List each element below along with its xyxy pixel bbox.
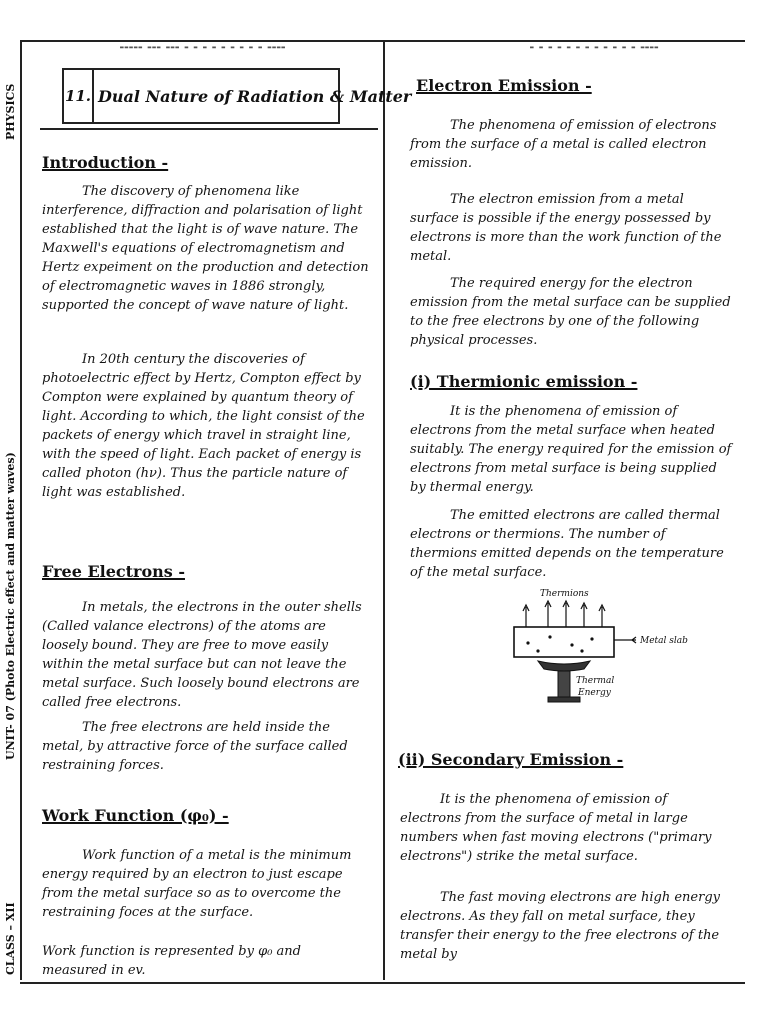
thermionic-paragraph-2: The emitted electrons are called thermal electrons or thermions. The number of thermions emitted depends on the temperature of the metal surface. xyxy=(410,508,724,580)
thermionic-heading: (i) Thermionic emission - xyxy=(410,372,638,391)
electron-emission-heading: Electron Emission - xyxy=(416,76,592,95)
title-underline-rule xyxy=(40,128,378,130)
spine-unit: UNIT- 07 (Photo Electric effect and matter waves) xyxy=(4,452,17,760)
intro-heading: Introduction - xyxy=(42,153,169,172)
free-electrons-heading: Free Electrons - xyxy=(42,562,185,581)
emission-paragraph-2: The electron emission from a metal surface is possible if the energy possessed by electrons is more than the work function of the metal. xyxy=(410,192,722,264)
heater-top xyxy=(538,661,590,671)
heater-base xyxy=(548,697,580,702)
scan-header-strip-right: ▬ ▬ ▬ ▬ ▬ ▬ ▬ ▬ ▬ ▬ ▬ ▬ ▬▬▬▬ xyxy=(530,44,660,51)
thermionic-diagram xyxy=(498,585,718,715)
secondary-emission-heading: (ii) Secondary Emission - xyxy=(398,750,624,769)
free-electrons-paragraph-1: In metals, the electrons in the outer shells (Called valance electrons) of the atoms are loosely bound. They are free to move easily within the metal surface but can not leave the metal surface. Such loosely bound electrons are called free electrons. xyxy=(42,600,362,710)
figure-label-energy: Energy xyxy=(578,688,611,698)
column-divider xyxy=(383,40,385,980)
secondary-paragraph-2: The fast moving electrons are high energy electrons. As they fall on metal surface, they transfer their energy to the free electrons of the metal by xyxy=(400,890,720,962)
chapter-number: 11. xyxy=(64,70,94,122)
work-function-paragraph-2: Work function is represented by φ₀ and measured in ev. xyxy=(42,944,301,978)
thermion-arrows xyxy=(523,601,605,627)
emission-paragraph-1: The phenomena of emission of electrons from the surface of a metal is called electron emission. xyxy=(410,118,717,171)
work-function-paragraph-1: Work function of a metal is the minimum energy required by an electron to just escape from the metal surface so as to overcome the restraining foces at the surface. xyxy=(42,848,352,920)
secondary-paragraph-1: It is the phenomena of emission of electrons from the surface of metal in large numbers when fast moving electrons ("primary electrons") strike the metal surface. xyxy=(400,792,712,864)
figure-label-thermions: Thermions xyxy=(540,589,589,599)
free-electrons-paragraph-2: The free electrons are held inside the metal, by attractive force of the surface called restraining forces. xyxy=(42,720,348,773)
chapter-title: Dual Nature of Radiation & Matter xyxy=(98,86,412,106)
figure-label-metal-slab: Metal slab xyxy=(640,636,688,646)
intro-paragraph-2: In 20th century the discoveries of photoelectric effect by Hertz, Compton effect by Compton were explained by quantum theory of light. According to which, the light consist of the packets of energy which travel in straight line, with the speed of light. Each packet of energy is called photon (hν). Thus the particle nature of light was established. xyxy=(42,352,365,500)
intro-paragraph-1: The discovery of phenomena like interference, diffraction and polarisation of light established that the light is of wave nature. The Maxwell's equations of electromagnetism and Hertz expeiment on the production and detection of electromagnetic waves in 1886 strongly, supported the concept of wave nature of light. xyxy=(42,184,369,313)
spine-class: CLASS – XII xyxy=(4,902,17,975)
work-function-heading: Work Function (φ₀) - xyxy=(42,806,229,825)
emission-paragraph-3: The required energy for the electron emission from the metal surface can be supplied to the free electrons by one of the following physical processes. xyxy=(410,276,731,348)
figure-label-thermal: Thermal xyxy=(576,676,615,686)
spine-subject: PHYSICS xyxy=(4,83,17,140)
thermionic-paragraph-1: It is the phenomena of emission of electrons from the metal surface when heated suitably. The energy required for the emission of electrons from metal surface is being supplied by thermal energy. xyxy=(410,404,732,495)
heater-stem xyxy=(558,671,570,697)
scan-header-strip-left: ▬▬▬▬▬ ▬▬▬ ▬▬▬ ▬ ▬ ▬ ▬ ▬ ▬ ▬ ▬ ▬ ▬▬▬▬ xyxy=(120,44,287,51)
chapter-title-box xyxy=(62,68,412,124)
